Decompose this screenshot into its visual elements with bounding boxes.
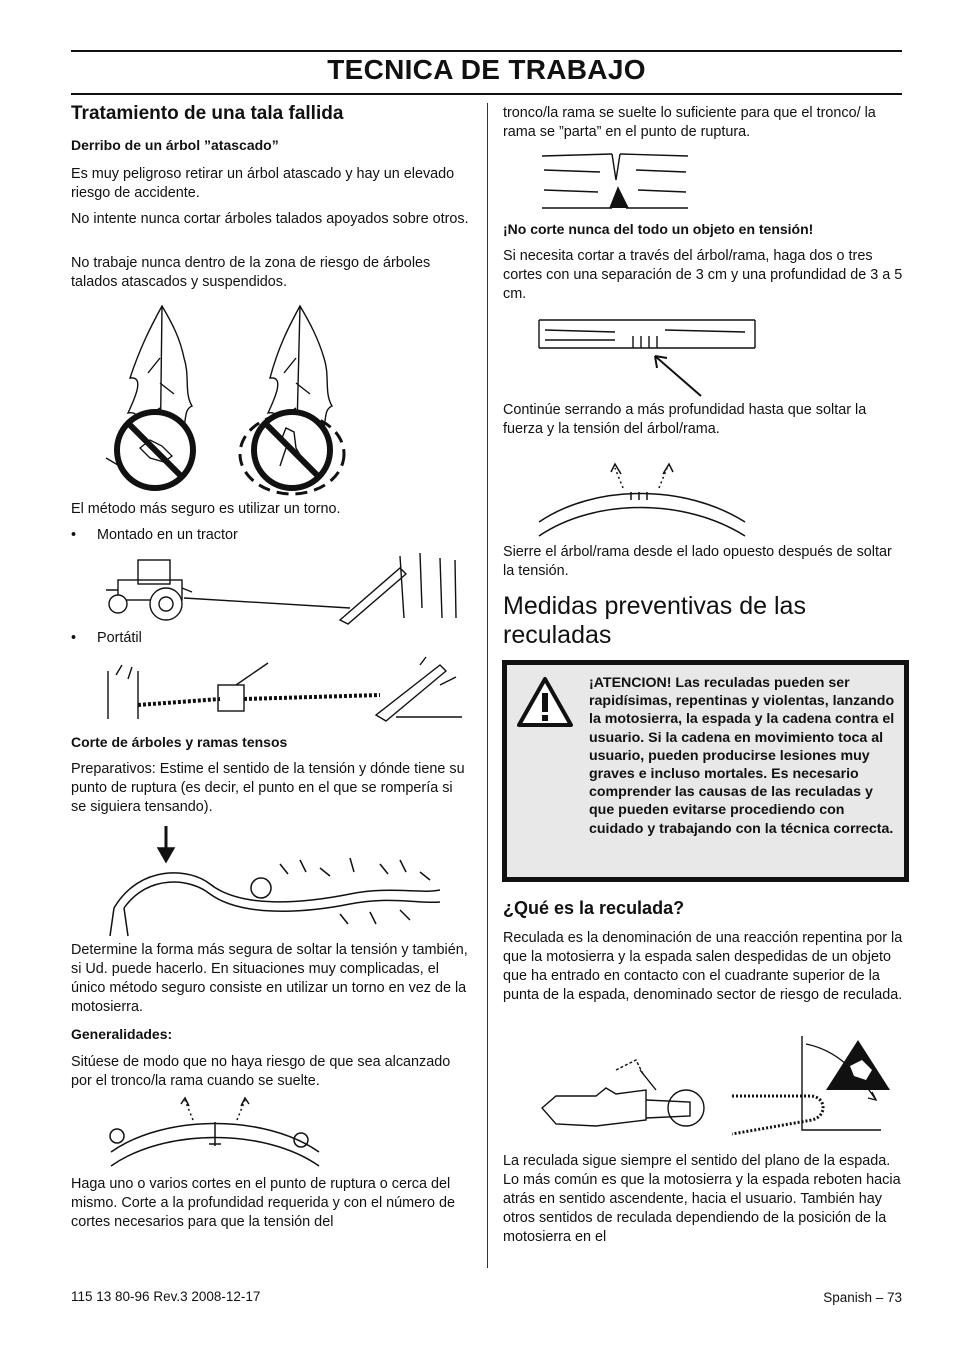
paragraph-kickback-direction: La reculada sigue siempre el sentido del plano de la espada. Lo más común es que la motosierra y la espada reboten hacia atrás en sentido ascendente, hacia el usuario. También hay otros sentidos de reculada dependiendo de la posición de la motosierra en el bbox=[503, 1153, 901, 1245]
bullet-tractor: Montado en un tractor bbox=[97, 527, 238, 543]
paragraph-position: Sitúese de modo que no haya riesgo de que sea alcanzado por el tronco/la rama cuando se suelte. bbox=[71, 1054, 451, 1089]
paragraph-winch: El método más seguro es utilizar un torno. bbox=[71, 501, 341, 517]
figure-curved-log-cut bbox=[105, 1094, 325, 1172]
subheading-what-is-kickback: ¿Qué es la reculada? bbox=[503, 898, 685, 918]
prohibition-icon bbox=[117, 412, 193, 488]
paragraph-determine-safe: Determine la forma más segura de soltar la tensión y también, si Ud. puede hacerlo. En situaciones muy complicadas, el único método seguro consiste en utilizar un torno en vez de la motosierra. bbox=[71, 942, 468, 1015]
paragraph-preparations: Preparativos: Estime el sentido de la tensión y dónde tiene su punto de ruptura (es decir, el punto en el que se rompería si se siguiera tensando). bbox=[71, 761, 465, 815]
bullet-dot-1: • bbox=[71, 527, 77, 543]
figure-portable-winch bbox=[100, 655, 465, 725]
subheading-stuck-tree: Derribo de un árbol ”atascado” bbox=[71, 137, 279, 153]
figure-log-multiple-cuts bbox=[535, 312, 760, 400]
section-title-failed-felling: Tratamiento de una tala fallida bbox=[71, 103, 344, 124]
subheading-general: Generalidades: bbox=[71, 1026, 173, 1042]
bullet-portable: Portátil bbox=[97, 630, 142, 646]
paragraph-no-supported-trees: No intente nunca cortar árboles talados apoyados sobre otros. bbox=[71, 211, 469, 227]
figure-tractor-winch bbox=[100, 548, 465, 626]
section-title-kickback: Medidas preventivas de las reculadas bbox=[503, 592, 806, 649]
warning-box bbox=[502, 660, 909, 882]
bullet-dot-2: • bbox=[71, 630, 77, 646]
paragraph-release: tronco/la rama se suelte lo suficiente para que el tronco/ la rama se ”parta” en el punto de ruptura. bbox=[503, 105, 876, 140]
figure-stuck-trees-prohibited bbox=[100, 298, 360, 498]
paragraph-saw-opposite: Sierre el árbol/rama desde el lado opuesto después de soltar la tensión. bbox=[503, 544, 892, 579]
figure-kickback-zone bbox=[536, 1030, 896, 1148]
figure-bent-log-release bbox=[535, 460, 750, 538]
figure-tensioned-branch bbox=[100, 824, 445, 939]
header-rule-bottom bbox=[71, 93, 902, 95]
warning-text: ¡ATENCION! Las reculadas pueden ser rapidísimas, repentinas y violentas, lanzando la motosierra, la espada y la cadena contra el usuario. Si la cadena en movimiento toca al usuario, pueden producirse lesiones muy graves e incluso mortales. Es necesario comprender las causas de las reculadas y que pueden evitarse procediendo con cuidado y trabajando con la técnica correcta. bbox=[589, 675, 895, 837]
paragraph-make-cuts: Haga uno o varios cortes en el punto de ruptura o cerca del mismo. Corte a la profundidad requerida y con el número de cortes necesarios para que la tensión del bbox=[71, 1176, 455, 1230]
warning-never-cut-through: ¡No corte nunca del todo un objeto en tensión! bbox=[503, 221, 814, 237]
subheading-tense-trees: Corte de árboles y ramas tensos bbox=[71, 734, 288, 750]
paragraph-two-three-cuts: Si necesita cortar a través del árbol/rama, haga dos o tres cortes con una separación de 3 cm y una profundidad de 3 a 5 cm. bbox=[503, 248, 903, 302]
header-rule-top bbox=[71, 50, 902, 52]
figure-log-v-cut bbox=[540, 150, 690, 214]
paragraph-kickback-definition: Reculada es la denominación de una reacción repentina por la que la motosierra y la espada salen despedidas de un objeto que ha entrado en contacto con el cuadrante superior de la punta de la espada, denominado sector de riesgo de reculada. bbox=[503, 930, 903, 1003]
kickback-warning-icon bbox=[826, 1040, 890, 1090]
column-divider bbox=[487, 103, 488, 1268]
paragraph-continue-sawing: Continúe serrando a más profundidad hasta que soltar la fuerza y la tensión del árbol/rama. bbox=[503, 402, 867, 437]
footer-page-number: Spanish – 73 bbox=[823, 1290, 902, 1305]
page-title: TECNICA DE TRABAJO bbox=[327, 54, 646, 85]
warning-triangle-icon bbox=[515, 675, 575, 729]
paragraph-danger: Es muy peligroso retirar un árbol atascado y hay un elevado riesgo de accidente. bbox=[71, 166, 455, 201]
footer-doc-code: 115 13 80-96 Rev.3 2008-12-17 bbox=[71, 1289, 261, 1304]
prohibition-icon bbox=[240, 412, 344, 494]
paragraph-risk-zone: No trabaje nunca dentro de la zona de riesgo de árboles talados atascados y suspendidos. bbox=[71, 255, 431, 290]
